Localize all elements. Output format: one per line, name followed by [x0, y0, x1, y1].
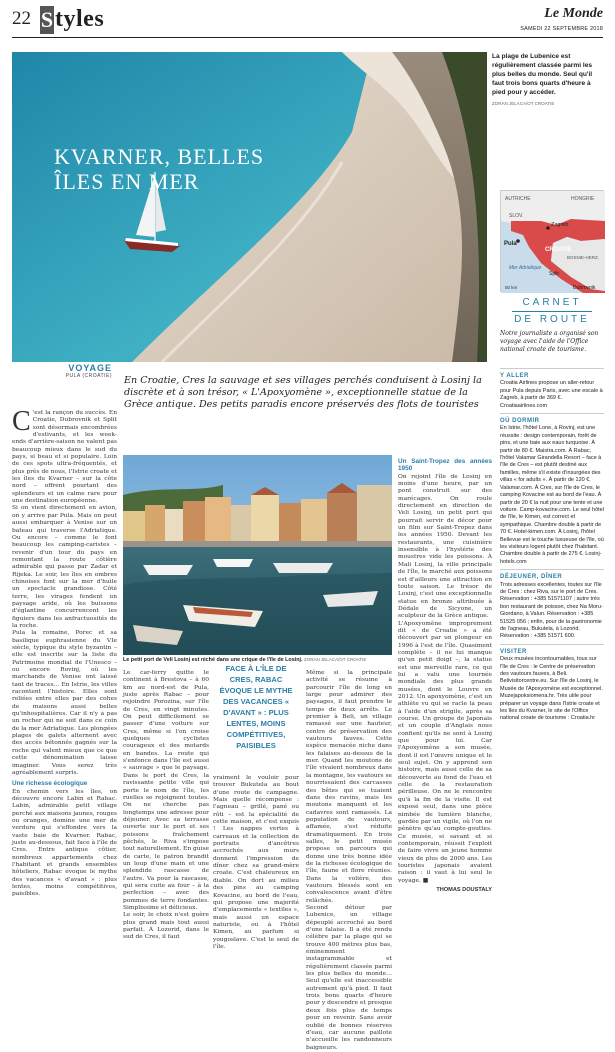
map-label-bosnia: BOSNIE-HERZ. [567, 255, 600, 260]
location-map [500, 190, 604, 292]
map-label-croatia: CROATIE [545, 247, 572, 253]
article-column-1 [12, 406, 117, 899]
headline-line-1: KVARNER, BELLES [54, 144, 265, 169]
croatia-map [501, 191, 605, 293]
article-column-5 [398, 455, 492, 894]
pull-quote: FACE À L'ÎLE DE CRES, RABAC ÉVOQUE LE MYTHE DES VACANCES « D'AVANT » : PLUS LENTES, MOINS COMPÉTITIVES, PAISIBLES [219, 664, 293, 750]
kicker-place: PULA (CROATIE) [65, 373, 112, 379]
section-sleep-text: En Istrie, l'hôtel Lone, à Rovinj, est une réussite : design contemporain, forêt de pins, et une baie aux eaux turquoise. À partir de 80 €. Maistra.com. À Rabac, l'hôtel Valamar Girandella Resort – face à l'île de Cres – est plutôt destiné aux familles, même s'il existe d'insurgées des villas « for adults ». À partir de 120 €. Valamar.com. À Cres, sur l'île de Cres, le camping Kovacine est au bord de l'eau. À partir de 20 € la nuit pour une tente et une voiture. Camp-kovacine.com. Le seul hôtel de l'île, le Kimen, est correct et sympathique. Chambre double à partir de 70 €. Hotel-kimen.com. À Losinj, l'hôtel Bellevue est le touche luxueuse de l'île, où les visiteurs logent plutôt chez l'habitant. Chambre double à partir de 275 €. Losinj-hotels.com [500, 425, 604, 565]
section-go-title: Y ALLER [500, 373, 529, 379]
section-title: tyles [55, 6, 105, 32]
sidebar-practical-info [500, 365, 604, 723]
sidebar-divider [500, 644, 604, 645]
standfirst: En Croatie, Cres la sauvage et ses villages perchés conduisent à Losinj la discrète et à son trésor, « L'Apoxyomène », exceptionnelle statue de la Grèce antique. Des petits paradis encore préservés des flots de touristes [124, 375, 482, 410]
kicker-label: VOYAGE [68, 363, 112, 373]
section-eat-text: Trois adresses excellentes, toutes sur l'île de Cres : chez Riva, sur le port de Cres. Réservation : +385 51571107 ; autre très bon restaurant de poisson, chez Na Moru-Giordano, à Valun. Réservation : +385 51525 056 ; enfin, pour de la gastronomie de l'agneau, Bukutela, à Lozorid. Réservation : +385 51571 600. [500, 581, 603, 640]
hero-caption-credit: ZORAN JELACA/OT CROATIE [492, 101, 555, 106]
headline-line-2: ÎLES EN MER [54, 169, 200, 194]
subheading: Une richesse écologique [12, 780, 88, 788]
paragraph: Le soir, le choix n'est guère plus grand mais tout aussi parfait. À Lozorid, dans le sud de Cres, il faut [123, 912, 209, 941]
sidebar-divider [500, 368, 604, 369]
article-column-4 [306, 670, 392, 1052]
section-initial: S [40, 7, 54, 32]
paragraph: En chemin vers les îles, on découvre encore Labin et Rabac. Labin, admirable petit village perché aux maisons jaunes, rouges ou oranges, domine une mer de verdure qui s'effondre vers la vaste baie de Kvarner. Rabac, juste au-dessous, fait face à l'île de Cres. Entre antique côtier, nombreux appartements chez l'habitant et grands ensembles hôteliers, Rabac évoque le mythe des vacances « d'avant » : plus lentes, moins compétitives, paisibles. [12, 788, 117, 898]
newspaper-logo: Le Monde [544, 6, 603, 21]
map-label-dubrovnik: Dubrovnik [573, 285, 596, 291]
paragraph: Même si la principale activité se résume à parcourir l'île de long en large pour admirer des paysages, il faut prendre le temps de deux arrêts. Le premier à Beli, un village ramassé sur une hauteur, centre de préservation des vautours fauves. Cette espèce menacée niche dans les falaises au-dessus de la mer. Quand les moutons de l'île vivaient nombreux dans la montagne, les vautours se nourrissaient des carcasses des bêtes qui se tuaient dans des ravins, mais les moutons manquent et les cadavres sont ramassés. La population de vautours, affamée, s'est réduite dramatiquement. En trois salles, le petit musée propose un parcours qui donne une très bonne idée de la richesse écologique de l'île, faune et flore réunies. Dans la volière, des vautours blessés sont en convalescence avant d'être relâchés. [306, 670, 392, 904]
harbour-caption-text: Le petit port de Veli Losinj est niché dans une crique de l'île de Losinj. [123, 657, 303, 663]
article-column-3 [213, 775, 299, 951]
section-visit-text: Deux musées incontournables, tous sur l'île de Cres : le Centre de préservation des vautours fauves, à Beli. Belivisitorcentre.eu. Sur l'île de Losinj, le Musée de l'Apoxyomène est exceptionnel. Muzejapoksiomena.hr. Très utile pour préparer un voyage dans l'Istrie croate et les îles du Kvarner, le site de l'Office national croate de tourisme : Croatia.hr [500, 656, 603, 722]
map-label-slovenia: SLOV. [509, 213, 524, 219]
map-label-zagreb: Zagreb [551, 222, 569, 228]
paragraph: 'est la rançon du succès. En Croatie, Dubrovnik et Split sont désormais encombrées d'estivants, et les week-ends d'arrière-saison ne valent pas beaucoup mieux dans le sud du pays, si beau et si populaire. Loin de ces spots ultra-fréquentés, et plus près de nous, l'Istrie croate et les îles du Kvarner – sur la côte nord – offrent pourtant des splendeurs et un calme rare pour une destination européenne. [12, 410, 117, 505]
article-column-2 [123, 670, 209, 942]
section-sleep-title: OÙ DORMIR [500, 418, 540, 425]
section-visit-title: VISITER [500, 648, 527, 655]
paragraph: Si on vient directement en avion, on y arrive par Pula. Mais on peut aussi embarquer à Venise sur un bateau qui traverse l'Adriatique. Ou encore – comme le font beaucoup les camping-caristes – revenir d'un tour du pays en remontant la route côtière admirable qui passe par Zadar et Rijeka. Le soir, les îles en ombres chinoises font sur la mer d'huile un spectacle grandiose. Côté terre, les virages fendent un paysage aride, où les buissons d'églantine concurrencent les figuiers dans les anfractuosités de la roche. [12, 505, 117, 629]
harbour-illustration [123, 455, 392, 655]
beach-illustration [12, 52, 487, 362]
paragraph: Le car-ferry quitte le continent à Brestova – à 60 km au nord-est de Pula, juste après Rabac – pour rejoindre Porozina, sur l'île de Cres, en vingt minutes. On peut difficilement se passer d'une voiture sur Cres, même si l'on croise quelques cyclistes courageux et des motards en bandes. La route qui s'enfonce dans l'île est aussi « sauvage » que le paysage. Dans le port de Cres, la ravissante petite ville qui porte le nom de l'île, les ruelles se rejoignent toutes. On ne cherche pas longtemps une adresse pour déjeuner. Avec sa terrasse ouverte sur le port et ses poissons fraîchement pêchés, le Riva s'impose tout naturellement. En guise de carte, le patron brandit un loup d'une main et une splendide rascasse de l'autre. Va pour la rascasse, qui sera cuite au four – à la perfection – avec des pommes de terre fondantes. Simplissime et délicieux. [123, 670, 209, 911]
paragraph: Second détour par Lubenice, un village dépeuplé accroché au bord d'une falaise. Il a été rendu célèbre par la plage qui se trouve 400 mètres plus bas, éminemment instagrammable et régulièrement classée parmi les plus belles du monde… Seul qu'elle est inaccessible autrement qu'à pied. Il faut trois bons quarts d'heure pour y descendre et presque deux fois plus de temps pour en revenir. Sans avoir oublié de bonnes réserves d'eau, car aucune paillote n'accueille les randonneurs baigneurs. [306, 905, 392, 1051]
hero-caption [492, 52, 604, 108]
issue-date: SAMEDI 22 SEPTEMBRE 2018 [520, 26, 603, 32]
hero-caption-text: La plage de Lubenice est régulièrement classée parmi les plus belles du monde. Seul qu'il faut trois bons quarts d'heure à pied pour y accéder. [492, 53, 593, 96]
headline [54, 144, 264, 194]
harbour-caption-credit: ZORAN JELACA/OT CROATIE [304, 657, 367, 662]
kicker [40, 363, 112, 379]
sidebar-divider [500, 413, 604, 414]
hero-photo [12, 52, 487, 362]
map-label-sea: Mer Adriatique [509, 265, 542, 271]
map-label-hungary: HONGRIE [571, 196, 595, 202]
drop-cap: C [12, 406, 31, 437]
carnet-de-route-title [500, 297, 604, 326]
paragraph: vraiment le vouloir pour trouver Bukutela au bout d'une route de campagne. Mais quelle récompense : l'agneau – grillé, pané ou rôti – est la spécialité de cette maison, et c'est exquis ! Les nappes vertes à carreaux et la collection de portraits d'ancêtres accrochés aux murs donnent l'impression de dîner chez sa grand-mère croate. C'est chaleureux en diable. On dort au milieu des pins au camping Kovacine, au bord de l'eau, qui propose une majorité d'emplacements « textiles », mais aussi un espace naturiste, ou à l'hôtel Kimen, au parfum si yougoslave. C'est le seul de l'île. [213, 775, 299, 950]
harbour-photo [123, 455, 392, 655]
page-number: 22 [12, 8, 31, 29]
section-go-text: Croatia Airlines propose un aller-retour pour Pula depuis Paris, avec une escale à Zagreb, à partir de 369 €. Croatiaairlines.com [500, 380, 603, 409]
map-label-pula: Pula [504, 241, 517, 247]
sidebar-intro: Notre journaliste a organisé son voyage avec l'aide de l'Office national croate de tourisme. [500, 330, 599, 353]
map-label-austria: AUTRICHE [505, 196, 531, 202]
carnet-line-2: DE ROUTE [514, 314, 590, 325]
carnet-divider [512, 311, 592, 312]
section-eat-title: DÉJEUNER, DÎNER [500, 574, 563, 581]
map-label-split: Split [549, 271, 559, 277]
map-scale: 50 km [505, 285, 518, 290]
paragraph: On rejoint l'île de Losinj en moins d'une heure, par un pont construit sur des marécages. On roule directement en direction de Veli Losinj, un petit port qui pourrait servir de décor pour un film sur Saint-Tropez dans les années 1950. Devant les restaurants, une cuisinière insensible à l'hystérie des moustres vide les poissons. À Mali Losinj, la ville principale de l'île, le marché aux poissons est d'ailleurs une attraction en toute saison. Le trésor de Losinj, c'est une exceptionnelle statue en bronze attribuée à Dédale de Sicyone, un sculpteur de la Grèce antique. [398, 473, 492, 620]
author-signature: THOMAS DOUSTALY [436, 886, 492, 893]
masthead [12, 6, 603, 38]
paragraph: Pula la romaine, Porec et sa basilique euphrasienne du VIe siècle, typique du style byzantin – elle est inscrite sur la liste du Patrimoine mondial de l'Unesco – ou encore Rovinj, où les marchands de Venise ont laissé tant de traces… En Istrie, les villes racontent l'histoire. Elles sont reliées entre elles par des cohes de maisons aussi belles qu'inhospitalières. Car il n'y a pas un rocher qui ne soit dans ce coin de la mer Adriatique. Les plongées plages de galets alternent avec des accès bétonnés gagnés sur la roche qui valent mieux que ce que cette dénomination laisse imaginer. Vous serez très agréablement surpris. [12, 630, 117, 776]
paragraph: L'Apoxyomène improprement dit « de Croatie » a été découvert par un plongeur en 1996 à l'est de l'île. Quasiment complète – il ne lui manque qu'un petit doigt –, la statue est une merveille rare, ce qui lui a valu une tournée mondiale des plus grands musées, dont le Louvre en 2012. Un apoxyomène, c'est un athlète vu qui se racle la peau à l'aide d'un strigile, après sa course. Un groupe de Japonais et un couple d'Anglais nous confient qu'ils ne sont à Losinj que pour lui. Car l'Apoxyomène a son musée, dont il est l'œuvre unique et le seul sujet. On y apprend son histoire, mais aussi celle de sa découverte au fond de l'eau et celle de la restauration périlleuse. On ne le rencontre qu'à la fin de la visite. Il est exposé seul, dans une pièce nimbée de lumière blanche, gardée par un vigile, où l'on ne pénètre qu'au compte-gouttes. Ce musée, si savant et si contemporain, réussit l'exploit de faire vivre un jeune homme vieux de plus de 2000 ans. Les touristes japonais avaient raison : il vaut à lui seul le voyage. ■ [398, 620, 492, 884]
carnet-line-1: CARNET [522, 297, 582, 308]
sidebar-divider [500, 569, 604, 570]
subheading: Un Saint-Tropez des années 1950 [398, 458, 492, 473]
